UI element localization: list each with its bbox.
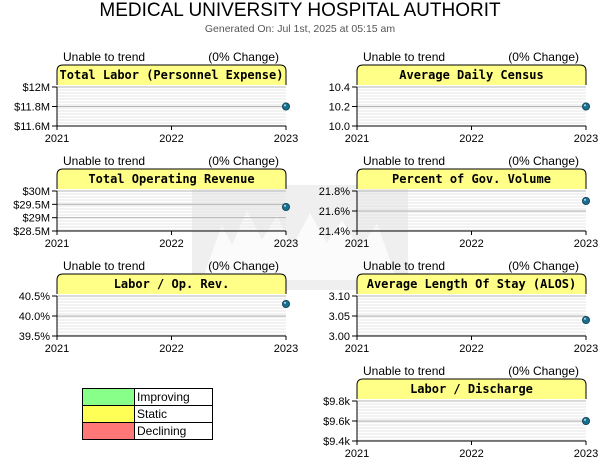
data-point: [582, 417, 589, 424]
x-tick-label: 2023: [573, 448, 599, 460]
trend-status-text: Unable to trend: [63, 154, 146, 168]
data-point: [282, 203, 289, 210]
percent-change-text: (0% Change): [208, 50, 279, 64]
data-point: [582, 197, 589, 204]
trend-status-text: Unable to trend: [63, 50, 146, 64]
x-tick-label: 2023: [573, 238, 599, 250]
y-tick-label: $29.5M: [13, 199, 50, 212]
chart-title: Labor / Discharge: [410, 382, 533, 396]
x-tick-label: 2021: [344, 238, 370, 250]
x-tick-label: 2023: [273, 133, 299, 145]
trend-status-text: Unable to trend: [363, 364, 446, 378]
percent-change-text: (0% Change): [508, 364, 579, 378]
data-point-highlight: [584, 419, 586, 421]
data-point-highlight: [284, 104, 286, 106]
chart-title: Total Labor (Personnel Expense): [59, 68, 284, 82]
data-point: [282, 300, 289, 307]
chart-title: Total Operating Revenue: [88, 172, 255, 186]
legend-label: Improving: [135, 389, 213, 406]
y-tick-label: 3.00: [328, 331, 350, 343]
chart-title: Percent of Gov. Volume: [392, 172, 551, 186]
x-tick-label: 2021: [44, 238, 70, 250]
x-tick-label: 2021: [344, 343, 370, 355]
y-tick-label: 10.0: [328, 121, 350, 133]
y-tick-label: $9.4k: [323, 436, 350, 448]
trend-status-text: Unable to trend: [63, 259, 146, 273]
chart-average-length-of-stay-alos: [329, 259, 599, 355]
y-tick-label: 21.8%: [318, 186, 350, 198]
x-tick-label: 2021: [44, 133, 70, 145]
percent-change-text: (0% Change): [208, 154, 279, 168]
page-title: MEDICAL UNIVERSITY HOSPITAL AUTHORIT: [99, 0, 501, 21]
x-tick-label: 2023: [273, 238, 299, 250]
x-tick-label: 2022: [459, 448, 484, 460]
data-point: [582, 316, 589, 323]
generated-timestamp: Generated On: Jul 1st, 2025 at 05:15 am: [204, 23, 396, 35]
data-point-highlight: [584, 318, 586, 320]
chart-title: Labor / Op. Rev.: [113, 277, 230, 291]
y-tick-label: $28.5M: [13, 226, 50, 238]
trend-status-text: Unable to trend: [363, 154, 446, 168]
percent-change-text: (0% Change): [508, 50, 579, 64]
x-tick-label: 2023: [573, 133, 599, 145]
y-tick-label: 3.05: [328, 311, 350, 323]
x-tick-label: 2022: [459, 133, 484, 145]
percent-change-text: (0% Change): [508, 259, 579, 273]
legend-label: Declining: [135, 423, 213, 440]
y-tick-label: $9.8k: [323, 396, 350, 408]
y-tick-label: 40.0%: [18, 311, 50, 323]
x-tick-label: 2022: [459, 238, 484, 250]
chart-labor-op-rev: [19, 259, 298, 355]
legend-label: Static: [135, 406, 213, 423]
y-tick-label: 39.5%: [18, 331, 50, 343]
x-tick-label: 2022: [159, 238, 184, 250]
legend: [82, 388, 213, 440]
trend-status-text: Unable to trend: [363, 50, 446, 64]
chart-total-labor-personnel-expense: [14, 50, 298, 145]
chart-title: Average Daily Census: [399, 68, 544, 82]
percent-change-text: (0% Change): [208, 259, 279, 273]
x-tick-label: 2022: [159, 343, 184, 355]
legend-item-static: [83, 406, 213, 423]
legend-item-declining: [83, 423, 213, 440]
chart-average-daily-census: [329, 50, 599, 145]
chart-percent-of-gov-volume: [319, 154, 598, 250]
data-point-highlight: [584, 199, 586, 201]
data-point: [582, 103, 589, 110]
x-tick-label: 2021: [44, 343, 70, 355]
y-tick-label: 3.10: [328, 291, 350, 303]
x-tick-label: 2021: [344, 133, 370, 145]
y-tick-label: $9.6k: [323, 416, 350, 428]
y-tick-label: $11.8M: [14, 101, 50, 114]
x-tick-label: 2022: [159, 133, 184, 145]
y-tick-label: 40.5%: [18, 291, 50, 303]
y-tick-label: $30M: [22, 186, 50, 198]
x-tick-label: 2023: [273, 343, 299, 355]
x-tick-label: 2021: [344, 448, 370, 460]
chart-labor-discharge: [323, 364, 598, 460]
legend-swatch-static: [83, 406, 135, 423]
data-point-highlight: [284, 205, 286, 207]
x-tick-label: 2023: [573, 343, 599, 355]
x-tick-label: 2022: [459, 343, 484, 355]
legend-item-improving: [83, 389, 213, 406]
y-tick-label: $29M: [22, 212, 50, 225]
legend-swatch-improving: [83, 389, 135, 406]
data-point-highlight: [584, 104, 586, 106]
data-point-highlight: [284, 302, 286, 304]
data-point: [282, 103, 289, 110]
chart-total-operating-revenue: [13, 154, 298, 250]
chart-title: Average Length Of Stay (ALOS): [366, 277, 577, 291]
percent-change-text: (0% Change): [508, 154, 579, 168]
trend-status-text: Unable to trend: [363, 259, 446, 273]
y-tick-label: $11.6M: [14, 121, 50, 133]
y-tick-label: 10.2: [328, 101, 350, 114]
y-tick-label: 21.4%: [318, 226, 350, 238]
y-tick-label: 10.4: [328, 82, 350, 94]
legend-swatch-declining: [83, 423, 135, 440]
y-tick-label: $12M: [22, 82, 50, 94]
y-tick-label: 21.6%: [318, 206, 350, 218]
